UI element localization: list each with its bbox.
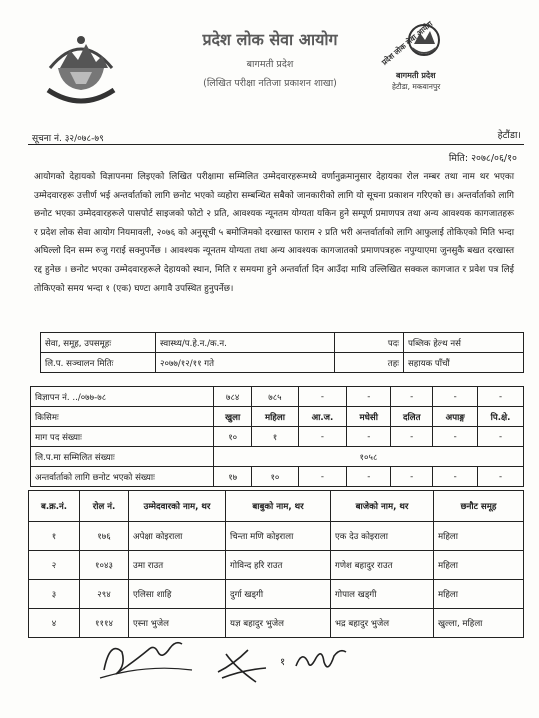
seal-line-1: प्रदेश लोक सेवा आयोग [380, 19, 435, 67]
selected-label: अन्तर्वार्ताको लागि छनोट भएको संख्याः [31, 467, 214, 487]
service-label: सेवा, समूह, उपसमूहः [41, 333, 156, 353]
group-cell: महिला [434, 580, 524, 609]
type-label: किसिमः [31, 407, 214, 427]
roll-cell: १११४ [80, 609, 129, 638]
demand-count: - [478, 427, 524, 447]
quota-type: महिला [252, 407, 298, 427]
col-serial: ब.क्र.नं. [29, 491, 80, 522]
adv-number: - [347, 387, 391, 407]
commission-title: प्रदेश लोक सेवा आयोग [202, 30, 338, 49]
selected-count: - [298, 467, 347, 487]
serial-cell: २ [29, 551, 80, 580]
adv-number: ७८४ [214, 387, 252, 407]
exam-date-value: २०७७/१२/११ गते [156, 353, 335, 373]
notice-date: मिति: २०७८/०६/१० [448, 153, 517, 164]
quota-type: दलित [391, 407, 433, 427]
signature-number-mark: १ [280, 657, 286, 668]
selected-row [31, 467, 524, 487]
type-row [31, 407, 524, 427]
notice-number: सूचना नं. ३२/०७८-७९ [32, 134, 104, 144]
candidate-cell: एलिसा शाहि [129, 580, 226, 609]
results-header-row [29, 491, 524, 522]
serial-cell: ३ [29, 580, 80, 609]
signature-1 [96, 630, 196, 690]
adv-number: - [478, 387, 524, 407]
results-table [28, 490, 524, 638]
selected-count: - [478, 467, 524, 487]
col-candidate: उम्मेदवारको नाम, थर [129, 491, 226, 522]
col-group: छनौट समूह [434, 491, 524, 522]
grandfather-cell: एक देउ कोइराला [331, 522, 434, 551]
group-cell: खुल्ला, महिला [434, 609, 524, 638]
adv-row [31, 387, 524, 407]
roll-cell: १०४३ [80, 551, 129, 580]
serial-cell: ४ [29, 609, 80, 638]
header-divider [28, 144, 524, 145]
adv-label: विज्ञापन नं. ../०७७-७८ [31, 387, 214, 407]
demand-label: माग पद संख्याः [31, 427, 214, 447]
col-grandfather: बाजेको नाम, थर [331, 491, 434, 522]
demand-count: - [433, 427, 478, 447]
province-name: बागमती प्रदेश [246, 59, 294, 70]
signature-3 [292, 640, 352, 684]
adv-number: - [298, 387, 347, 407]
quota-type: खुला [214, 407, 252, 427]
table-row [29, 580, 524, 609]
level-label: तहः [335, 353, 404, 373]
seal-line-3: हेटौडा, मकवानपुर [392, 82, 441, 91]
selected-count: १० [252, 467, 298, 487]
signature-2 [212, 642, 272, 694]
attended-row [31, 447, 524, 467]
roll-cell: १७६ [80, 522, 129, 551]
nepal-emblem-icon [40, 28, 122, 114]
roll-cell: २९४ [80, 580, 129, 609]
demand-row [31, 427, 524, 447]
adv-number: - [391, 387, 433, 407]
level-value: सहायक पाँचौं [404, 353, 524, 373]
selected-count: - [347, 467, 391, 487]
adv-number: ७८५ [252, 387, 298, 407]
demand-count: - [391, 427, 433, 447]
serial-cell: १ [29, 522, 80, 551]
father-cell: दुर्गा खड्गी [226, 580, 331, 609]
quota-type: आ.ज. [298, 407, 347, 427]
demand-count: १ [252, 427, 298, 447]
grandfather-cell: भद्र बहादुर भुजेल [331, 609, 434, 638]
demand-count: १० [214, 427, 252, 447]
service-row [41, 333, 524, 353]
service-info-table [40, 332, 524, 373]
attended-label: लि.प.मा सम्मिलित संख्याः [31, 447, 214, 467]
group-cell: महिला [434, 522, 524, 551]
exam-date-label: लि.प. सञ्चालन मितिः [41, 353, 156, 373]
attended-total: १०५८ [214, 447, 524, 467]
grandfather-cell: गणेश बहादुर राउत [331, 551, 434, 580]
notice-paragraph: आयोगको देहायको विज्ञापनमा लिइएको लिखित परीक्षामा सम्मिलित उम्मेदवारहरूमध्ये वर्णानुक्रमानुसार देहायका रोल नम्बर तथा नाम थर भएका उम्मेदवारहरू उत्तीर्ण भई अन्तर्वार्ताको लागि छनोट भएको व्यहोरा सम्बन्धित सबैको जानकारीको लागि यो सूचना प्रकाशन गरिएको छ। अन्तर्वार्ताको लागि छनोट भएका उम्मेदवारहरूले पासपोर्ट साइजको फोटो २ प्रति, आवश्यक न्यूनतम योग्यता यकिन हुने सम्पूर्ण प्रमाणपत्र तथा अन्य आवश्यक कागजातहरू र प्रदेश लोक सेवा आयोग नियमावली, २०७६ को अनुसूची ५ बमोजिमको दरखास्त फाराम २ प्रति भरी अन्तर्वार्ताको लागि आफुलाई तोकिएको मिति भन्दा अघिल्लो दिन सम्म रुजु गराई सक्नुपर्नेछ । आवश्यक न्यूनतम योग्यता तथा अन्य आवश्यक कागजातको प्रमाणपत्रहरू नपुग्याएमा जुनसुकै बखत दरखास्त रद्द हुनेछ । छनोट भएका उम्मेदवारहरूले देहायको स्थान, मिति र समयमा हुने अन्तर्वार्ता दिन आउँदा माथि उल्लिखित सक्कल कागजात र प्रवेश पत्र लिई तोकिएको समय भन्दा १ (एक) घण्टा अगावै उपस्थित हुनुपर्नेछ। [34, 172, 514, 294]
seal-line-2: बागमती प्रदेश [396, 71, 436, 80]
adv-number: - [433, 387, 478, 407]
quota-type: पि.क्षे. [478, 407, 524, 427]
candidate-cell: अपेक्षा कोइराला [129, 522, 226, 551]
quota-table [30, 386, 524, 487]
table-row [29, 522, 524, 551]
father-cell: गोविन्द हरि राउत [226, 551, 331, 580]
father-cell: चिन्ता मणि कोइराला [226, 522, 331, 551]
demand-count: - [298, 427, 347, 447]
selected-count: - [433, 467, 478, 487]
post-label: पदः [335, 333, 404, 353]
candidate-cell: एस्ना भुजेल [129, 609, 226, 638]
candidate-cell: उमा राउत [129, 551, 226, 580]
selected-count: १७ [214, 467, 252, 487]
service-value: स्वास्थ्य/प.हे.न./क.न. [156, 333, 335, 353]
quota-type: मधेसी [347, 407, 391, 427]
post-value: पब्लिक हेल्थ नर्स [404, 333, 524, 353]
father-cell: यज्ञ बहादुर भुजेल [226, 609, 331, 638]
col-roll: रोल नं. [80, 491, 129, 522]
group-cell: महिला [434, 551, 524, 580]
col-father: बाबुको नाम, थर [226, 491, 331, 522]
selected-count: - [391, 467, 433, 487]
table-row [29, 551, 524, 580]
city-name: हेटौंडा। [497, 130, 521, 141]
grandfather-cell: गोपाल खड्गी [331, 580, 434, 609]
quota-type: अपाङ्ग [433, 407, 478, 427]
branch-name: (लिखित परीक्षा नतिजा प्रकाशन शाखा) [203, 78, 337, 89]
demand-count: - [347, 427, 391, 447]
exam-date-row [41, 353, 524, 373]
